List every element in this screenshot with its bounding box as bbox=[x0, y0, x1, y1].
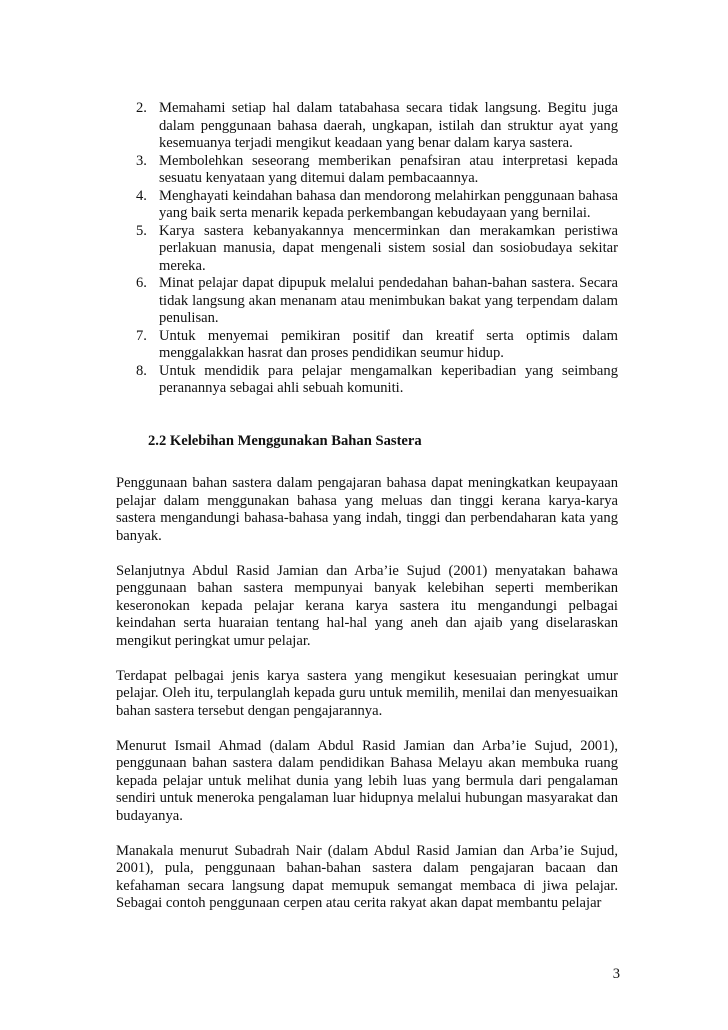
list-item bbox=[116, 363, 618, 398]
list-item-text: Minat pelajar dapat dipupuk melalui pendedahan bahan-bahan sastera. Secara tidak langsung akan menanam atau menimbukan bakat yang terpendam dalam penulisan. bbox=[159, 275, 618, 326]
list-item-number: 4. bbox=[136, 187, 147, 204]
paragraph: Manakala menurut Subadrah Nair (dalam Abdul Rasid Jamian dan Arba’ie Sujud, 2001), pula, penggunaan bahan-bahan sastera dalam pengajaran bacaan dan kefahaman secara langsung dapat memupuk semangat membaca di jiwa pelajar. Sebagai contoh penggunaan cerpen atau cerita rakyat akan dapat membantu pelajar bbox=[116, 842, 618, 911]
list-item-number: 8. bbox=[136, 362, 147, 379]
list-item bbox=[116, 275, 618, 328]
list-item-text: Membolehkan seseorang memberikan penafsiran atau interpretasi kepada sesuatu kenyataan yang ditemui dalam pembacaannya. bbox=[159, 152, 618, 186]
list-item-number: 3. bbox=[136, 152, 147, 169]
list-item-text: Memahami setiap hal dalam tatabahasa secara tidak langsung. Begitu juga dalam penggunaan bahasa daerah, ungkapan, istilah dan struktur ayat yang kesemuanya terjadi mengikut keadaan yang benar dalam karya sastera. bbox=[159, 100, 618, 151]
paragraph: Penggunaan bahan sastera dalam pengajaran bahasa dapat meningkatkan keupayaan pelajar dalam menggunakan bahasa yang meluas dan tinggi kerana karya-karya sastera mengandungi bahasa-bahasa yang indah, tinggi dan perbendaharan kata yang banyak. bbox=[116, 475, 618, 544]
list-item-text: Karya sastera kebanyakannya mencerminkan dan merakamkan peristiwa perlakuan manusia, dapat mengenali sistem sosial dan sosiobudaya sekitar mereka. bbox=[159, 222, 618, 274]
numbered-list bbox=[116, 100, 618, 398]
list-item-text: Menghayati keindahan bahasa dan mendorong melahirkan penggunaan bahasa yang baik serta menarik kepada perkembangan kebudayaan yang bernilai. bbox=[159, 187, 618, 221]
list-item bbox=[116, 328, 618, 363]
paragraph: Selanjutnya Abdul Rasid Jamian dan Arba’ie Sujud (2001) menyatakan bahawa penggunaan bahan sastera mempunyai banyak kelebihan seperti memberikan keseronokan kepada pelajar kerana karya sastera itu mengandungi pelbagai keindahan serta huaraian tentang hal-hal yang aneh dan ajaib yang diselaraskan mengikut peringkat umur pelajar. bbox=[116, 562, 618, 649]
section-heading: 2.2 Kelebihan Menggunakan Bahan Sastera bbox=[148, 432, 422, 449]
list-item-number: 2. bbox=[136, 100, 147, 116]
list-item bbox=[116, 153, 618, 188]
paragraph: Menurut Ismail Ahmad (dalam Abdul Rasid Jamian dan Arba’ie Sujud, 2001), penggunaan bahan sastera dalam pendidikan Bahasa Melayu akan membuka ruang kepada pelajar untuk melihat dunia yang lebih luas yang bermula dari pengalaman sendiri untuk meneroka pengalaman luar hidupnya melalui hubungan masyarakat dan budayanya. bbox=[116, 737, 618, 824]
list-item bbox=[116, 100, 618, 153]
list-item bbox=[116, 188, 618, 223]
list-item-number: 7. bbox=[136, 327, 147, 344]
list-item bbox=[116, 223, 618, 276]
list-item-text: Untuk mendidik para pelajar mengamalkan keperibadian yang seimbang peranannya sebagai ahli sebuah komuniti. bbox=[159, 362, 618, 396]
list-item-number: 6. bbox=[136, 275, 147, 291]
paragraph: Terdapat pelbagai jenis karya sastera yang mengikut kesesuaian peringkat umur pelajar. Oleh itu, terpulanglah kepada guru untuk memilih, menilai dan menyesuaikan bahan sastera tersebut dengan pengajarannya. bbox=[116, 667, 618, 719]
list-item-number: 5. bbox=[136, 222, 147, 239]
list-item-text: Untuk menyemai pemikiran positif dan kreatif serta optimis dalam menggalakkan hasrat dan proses pendidikan seumur hidup. bbox=[159, 327, 618, 361]
page-content bbox=[116, 100, 618, 930]
page-number: 3 bbox=[612, 966, 620, 982]
